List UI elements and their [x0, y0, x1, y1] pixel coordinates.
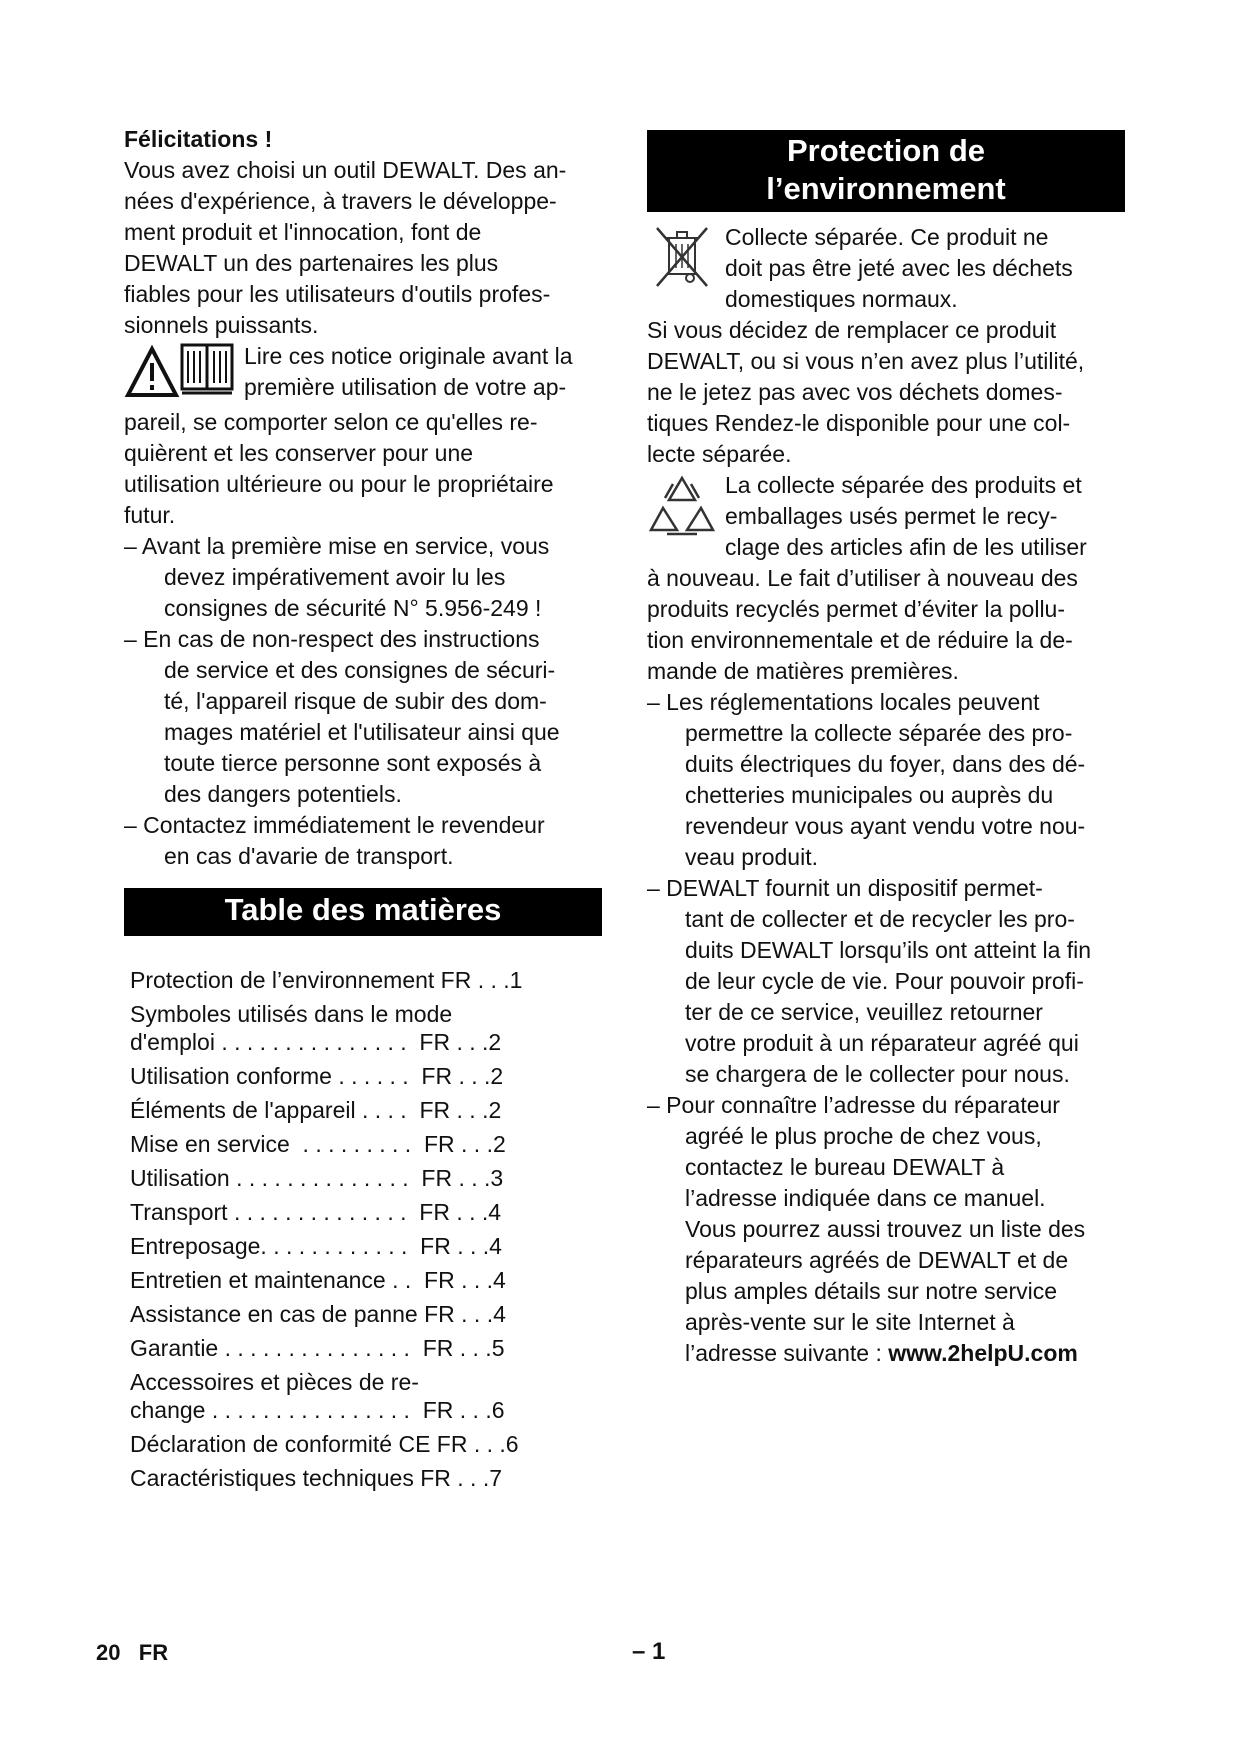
bullet-item: – Les réglementations locales peuvent permettre la collecte séparée des pro- duits électriques du foyer, dans des dé- chetteries municipales ou auprès du revendeur vous ayant vendu votre nou- veau produit.	[647, 689, 1086, 870]
bullet-item: – En cas de non-respect des instructions de service et des consignes de sécuri- té, l'appareil risque de subir des dom- mages matériel et l'utilisateur ainsi que toute tierce personne sont exposés à des dangers potentiels.	[124, 626, 560, 807]
notice-line: quièrent et les conserver pour une	[124, 440, 474, 466]
page-number: 20 FR	[96, 1640, 169, 1665]
bullet-item: – Contactez immédiatement le revendeur en cas d'avarie de transport.	[124, 812, 545, 869]
read-manual-notice	[124, 341, 602, 531]
environment-heading-line: l’environnement	[766, 171, 1006, 206]
section-page-number: – 1	[632, 1638, 666, 1665]
toc-entry[interactable]: Éléments de l'appareil . . . . FR . . .2	[130, 1097, 502, 1123]
safety-bullets	[124, 531, 602, 872]
left-column	[124, 124, 602, 1498]
bullet-item: – Pour connaître l’adresse du réparateur agréé le plus proche de chez vous, contactez le bureau DEWALT à l’adresse indiquée dans ce manuel. Vous pourrez aussi trouvez un liste des réparateurs agréés de DEWALT et de plus amples détails sur notre service après-vente sur le site Internet à l’adresse suivante : www.2helpU.com	[647, 1090, 1125, 1369]
notice-line: pareil, se comporter selon ce qu'elles re-	[124, 409, 538, 435]
toc-entry[interactable]: Caractéristiques techniques FR . . .7	[130, 1465, 502, 1491]
notice-line: utilisation ultérieure ou pour le propriétaire	[124, 471, 554, 497]
toc-entry[interactable]: Symboles utilisés dans le mode d'emploi . . . . . . . . . . . . . . . FR . . .2	[130, 1001, 502, 1055]
recycle-notice: La collecte séparée des produits et emballages usés permet le recy- clage des articles afin de les utiliser à nouveau. Le fait d’utiliser à nouveau des produits recyclés permet d’éviter la pollu- tion environnementale et de réduire la de- mande de matières premières.	[647, 472, 1087, 684]
notice-line: Lire ces notice originale avant la	[244, 343, 573, 369]
warning-triangle-icon	[124, 341, 236, 399]
replace-text: Si vous décidez de remplacer ce produit DEWALT, ou si vous n’en avez plus l’utilité, ne le jetez pas avec vos déchets domes- tiques Rendez-le disponible pour une col- lecte séparée.	[647, 317, 1085, 467]
toc-heading: Table des matières	[124, 888, 602, 936]
notice-line: futur.	[124, 502, 176, 528]
website-link[interactable]: www.2helpU.com	[888, 1340, 1078, 1366]
toc-entry[interactable]: Entretien et maintenance . . FR . . .4	[130, 1267, 506, 1293]
toc-entry[interactable]: Accessoires et pièces de re- change . . . . . . . . . . . . . . . . FR . . .6	[130, 1369, 505, 1423]
toc-entry[interactable]: Mise en service . . . . . . . . . FR . . .2	[130, 1131, 506, 1157]
toc-entry[interactable]: Assistance en cas de panne FR . . .4	[130, 1301, 506, 1327]
intro-line: nées d'expérience, à travers le développe-	[124, 188, 557, 214]
environment-heading-line: Protection de	[786, 133, 986, 168]
intro-line: Vous avez choisi un outil DEWALT. Des an-	[124, 157, 567, 183]
intro-line: DEWALT un des partenaires les plus	[124, 250, 499, 276]
open-book-icon	[182, 345, 232, 393]
toc-entry[interactable]: Utilisation conforme . . . . . . FR . . .2	[130, 1063, 504, 1089]
notice-icons	[124, 341, 236, 407]
bullet-item: – Avant la première mise en service, vous devez impérativement avoir lu les consignes de sécurité N° 5.956-249 !	[124, 533, 550, 621]
recycle-icon	[647, 470, 717, 548]
environment-heading	[647, 130, 1125, 212]
crossed-bin-icon	[647, 222, 717, 300]
intro-text	[124, 155, 602, 341]
toc-entry[interactable]: Transport . . . . . . . . . . . . . . FR . . .4	[130, 1199, 502, 1225]
table-of-contents	[130, 966, 602, 1492]
website-line: l’adresse suivante : www.2helpU.com	[685, 1340, 1078, 1366]
environment-bullets	[647, 687, 1125, 1369]
notice-line: première utilisation de votre ap-	[244, 374, 567, 400]
toc-entry[interactable]: Utilisation . . . . . . . . . . . . . . FR . . .3	[130, 1165, 504, 1191]
toc-entry[interactable]: Garantie . . . . . . . . . . . . . . . FR . . .5	[130, 1335, 505, 1361]
bullet-item: – DEWALT fournit un dispositif permet- tant de collecter et de recycler les pro- duits DEWALT lorsqu’ils ont atteint la fin de leur cycle de vie. Pour pouvoir profi- ter de ce service, veuillez retourner votre produit à un réparateur agréé qui se chargera de le collecter pour nous.	[647, 875, 1092, 1087]
intro-line: sionnels puissants.	[124, 312, 319, 338]
toc-entry[interactable]: Protection de l’environnement FR . . .1	[130, 967, 523, 993]
intro-line: ment produit et l'innocation, font de	[124, 219, 482, 245]
weee-notice: Collecte séparée. Ce produit ne doit pas être jeté avec les déchets domestiques normaux.	[647, 222, 1125, 315]
intro-line: fiables pour les utilisateurs d'outils profes-	[124, 281, 551, 307]
right-column	[647, 130, 1125, 1369]
toc-entry[interactable]: Entreposage. . . . . . . . . . . . FR . . .4	[130, 1233, 502, 1259]
intro-title: Félicitations !	[124, 126, 273, 152]
toc-entry[interactable]: Déclaration de conformité CE FR . . .6	[130, 1431, 519, 1457]
